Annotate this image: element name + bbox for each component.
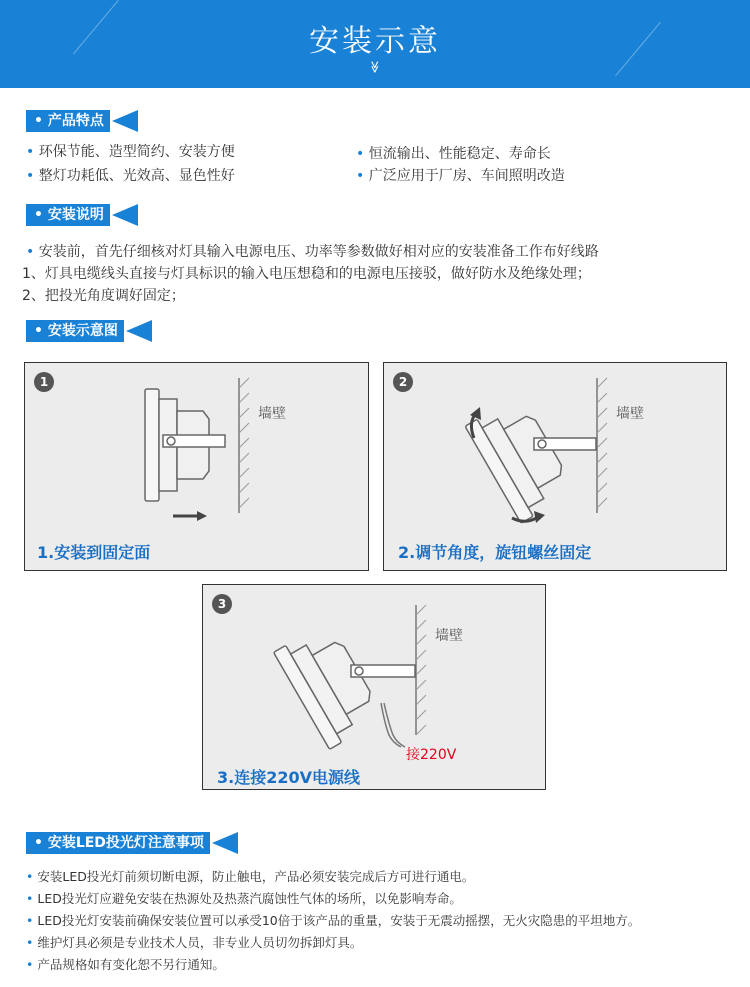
wall-label: 墙壁: [258, 406, 286, 422]
notes-heading-label: 安装LED投光灯注意事项: [47, 835, 204, 851]
heading-arrow-icon: [212, 832, 238, 854]
header-banner: [0, 0, 750, 88]
note-item: • 维护灯具必须是专业技术人员，非专业人员切勿拆卸灯具。: [26, 935, 363, 950]
note-item: • 安装LED投光灯前须切断电源，防止触电，产品必须安装完成后方可进行通电。: [26, 869, 475, 884]
step-number-badge: 3: [212, 594, 232, 614]
step-caption: 3.连接220V电源线: [217, 768, 360, 787]
feature-item: • 环保节能、造型简约、安装方便: [26, 144, 235, 160]
instructions-heading-label: 安装说明: [47, 207, 104, 223]
diagram-panel-3: [202, 584, 546, 790]
feature-item: • 恒流输出、性能稳定、寿命长: [356, 146, 551, 162]
note-item: • LED投光灯安装前确保安装位置可以承受10倍于该产品的重量，安装于无震动摇摆，无火灾隐患的平坦地方。: [26, 913, 641, 928]
step-caption: 1.安装到固定面: [37, 543, 151, 562]
instruction-line: • 安装前，首先仔细核对灯具输入电源电压、功率等参数做好相对应的安装准备工作布好线路: [26, 244, 599, 260]
instructions-heading: • 安装说明: [26, 204, 138, 226]
step-number-badge: 1: [34, 372, 54, 392]
note-item: • LED投光灯应避免安装在热源处及热蒸汽腐蚀性气体的场所，以免影响寿命。: [26, 891, 462, 906]
diagram-panel-1: [24, 362, 369, 571]
instruction-line: 1、灯具电缆线头直接与灯具标识的输入电压想稳和的电源电压接驳，做好防水及绝缘处理；: [22, 266, 591, 282]
double-chevron-down-icon: ≫: [368, 60, 382, 74]
page-title: 安装示意: [309, 24, 441, 59]
feature-item: • 广泛应用于厂房、车间照明改造: [356, 168, 565, 184]
wall-label: 墙壁: [616, 406, 644, 422]
diagram-panel-2: [383, 362, 727, 571]
diagram-heading-label: 安装示意图: [47, 323, 118, 339]
heading-arrow-icon: [126, 320, 152, 342]
floodlight-wiring-illustration: [203, 585, 547, 791]
notes-heading: • 安装LED投光灯注意事项: [26, 832, 238, 854]
diagram-heading: • 安装示意图: [26, 320, 152, 342]
features-heading-label: 产品特点: [47, 113, 104, 129]
note-item: • 产品规格如有变化恕不另行通知。: [26, 957, 225, 972]
feature-item: • 整灯功耗低、光效高、显色性好: [26, 168, 235, 184]
heading-arrow-icon: [112, 204, 138, 226]
wall-label: 墙壁: [435, 628, 463, 644]
step-caption: 2.调节角度，旋钮螺丝固定: [398, 543, 592, 562]
heading-arrow-icon: [112, 110, 138, 132]
features-heading: • 产品特点: [26, 110, 138, 132]
instruction-line: 2、把投光角度调好固定；: [22, 288, 185, 304]
voltage-label: 接220V: [406, 747, 457, 763]
step-number-badge: 2: [393, 372, 413, 392]
